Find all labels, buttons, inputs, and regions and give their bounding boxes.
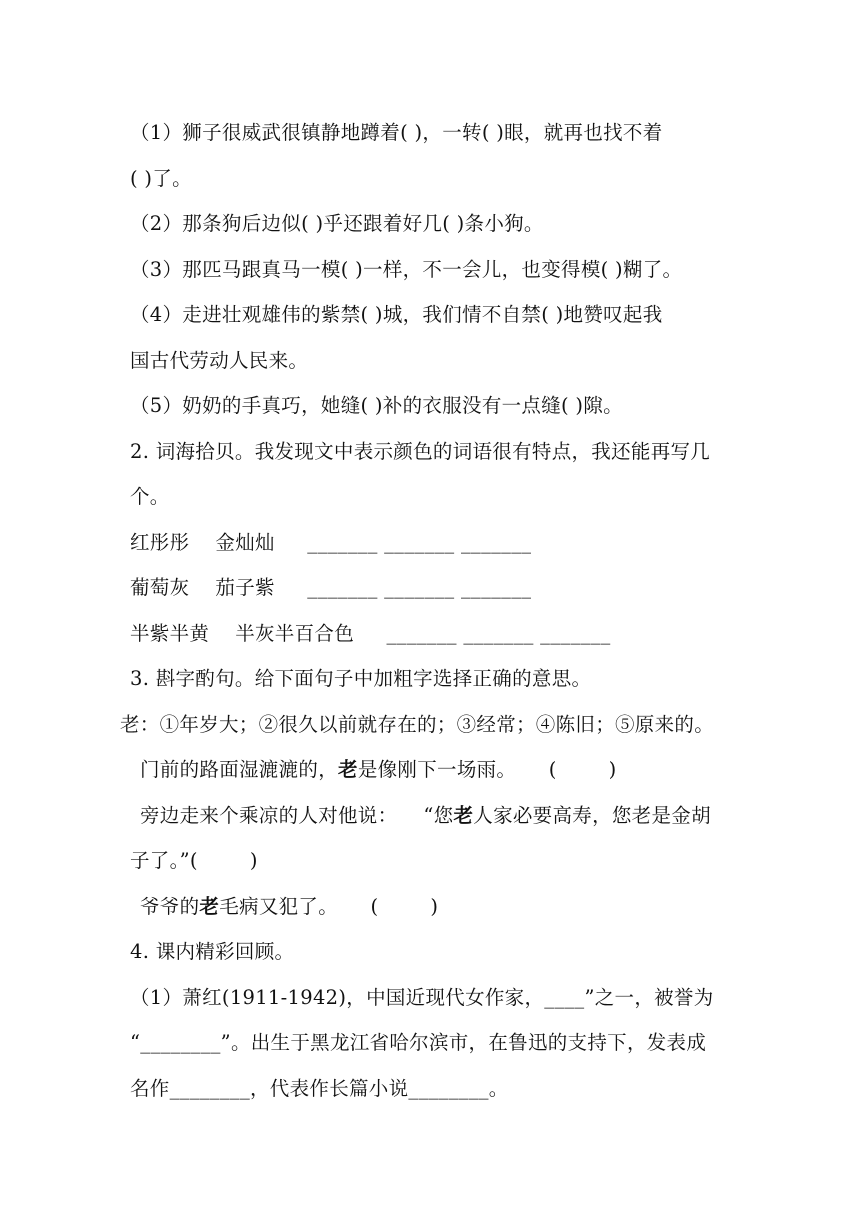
q3-sentence3	[130, 884, 730, 930]
q1-item2: （2）那条狗后边似( )乎还跟着好几( )条小狗。	[130, 212, 544, 235]
q3-sentence2-line2: 子了。”( )	[130, 849, 258, 872]
q4-line3: 名作________，代表作长篇小说________。	[130, 1076, 509, 1100]
q1-item4-line1: （4）走进壮观雄伟的紫禁( )城，我们情不自禁( )地赞叹起我	[130, 303, 663, 326]
q1-item1-line2: ( )了。	[130, 166, 192, 190]
q3-s1-post: 是像刚下一场雨。 ( )	[357, 758, 617, 781]
q3-s2-post: 人家必要高寿，您老是金胡	[473, 803, 711, 827]
q1-item3: （3）那匹马跟真马一模( )一样，不一会儿，也变得模( )糊了。	[130, 257, 683, 281]
q3-sentence1	[130, 747, 730, 793]
q2-row1: 红彤彤 金灿灿 _______ _______ _______	[130, 530, 532, 554]
q1-item4-line2: 国古代劳动人民来。	[130, 348, 309, 372]
q4-title: 4. 课内精彩回顾。	[130, 940, 295, 963]
q2-title-line2: 个。	[130, 485, 170, 508]
q2-row2: 葡萄灰 茄子紫 _______ _______ _______	[130, 576, 532, 599]
q2-title-line1: 2. 词海拾贝。我发现文中表示颜色的词语很有特点，我还能再写几	[130, 439, 711, 463]
worksheet-content	[120, 110, 730, 1111]
q2-row3: 半紫半黄 半灰半百合色 _______ _______ _______	[130, 621, 611, 645]
q4-line2: “________”。出生于黑龙江省哈尔滨市，在鲁迅的支持下，发表成	[130, 1031, 707, 1054]
q3-s3-post: 毛病又犯了。 ( )	[219, 894, 439, 918]
q1-item1-line1: （1）狮子很威武很镇静地蹲着( )，一转( )眼，就再也找不着	[130, 121, 663, 144]
q3-s1-bold: 老	[338, 758, 358, 781]
q3-s1-pre: 门前的路面湿漉漉的，	[140, 758, 339, 781]
q3-title: 3. 斟字酌句。给下面句子中加粗字选择正确的意思。	[130, 667, 592, 690]
q3-s3-bold: 老	[199, 894, 220, 918]
q1-item5: （5）奶奶的手真巧，她缝( )补的衣服没有一点缝( )隙。	[130, 394, 623, 417]
q3-sentence2	[130, 793, 730, 839]
q3-s2-bold: 老	[453, 803, 474, 827]
q3-s2-pre: 旁边走来个乘凉的人对他说： “您	[140, 803, 454, 827]
q3-meanings: 老：①年岁大；②很久以前就存在的；③经常；④陈旧；⑤原来的。	[120, 712, 715, 736]
q3-s3-pre: 爷爷的	[140, 894, 200, 918]
q4-line1: （1）萧红(1911-1942)，中国近现代女作家，____”之一，被誉为	[130, 985, 714, 1009]
